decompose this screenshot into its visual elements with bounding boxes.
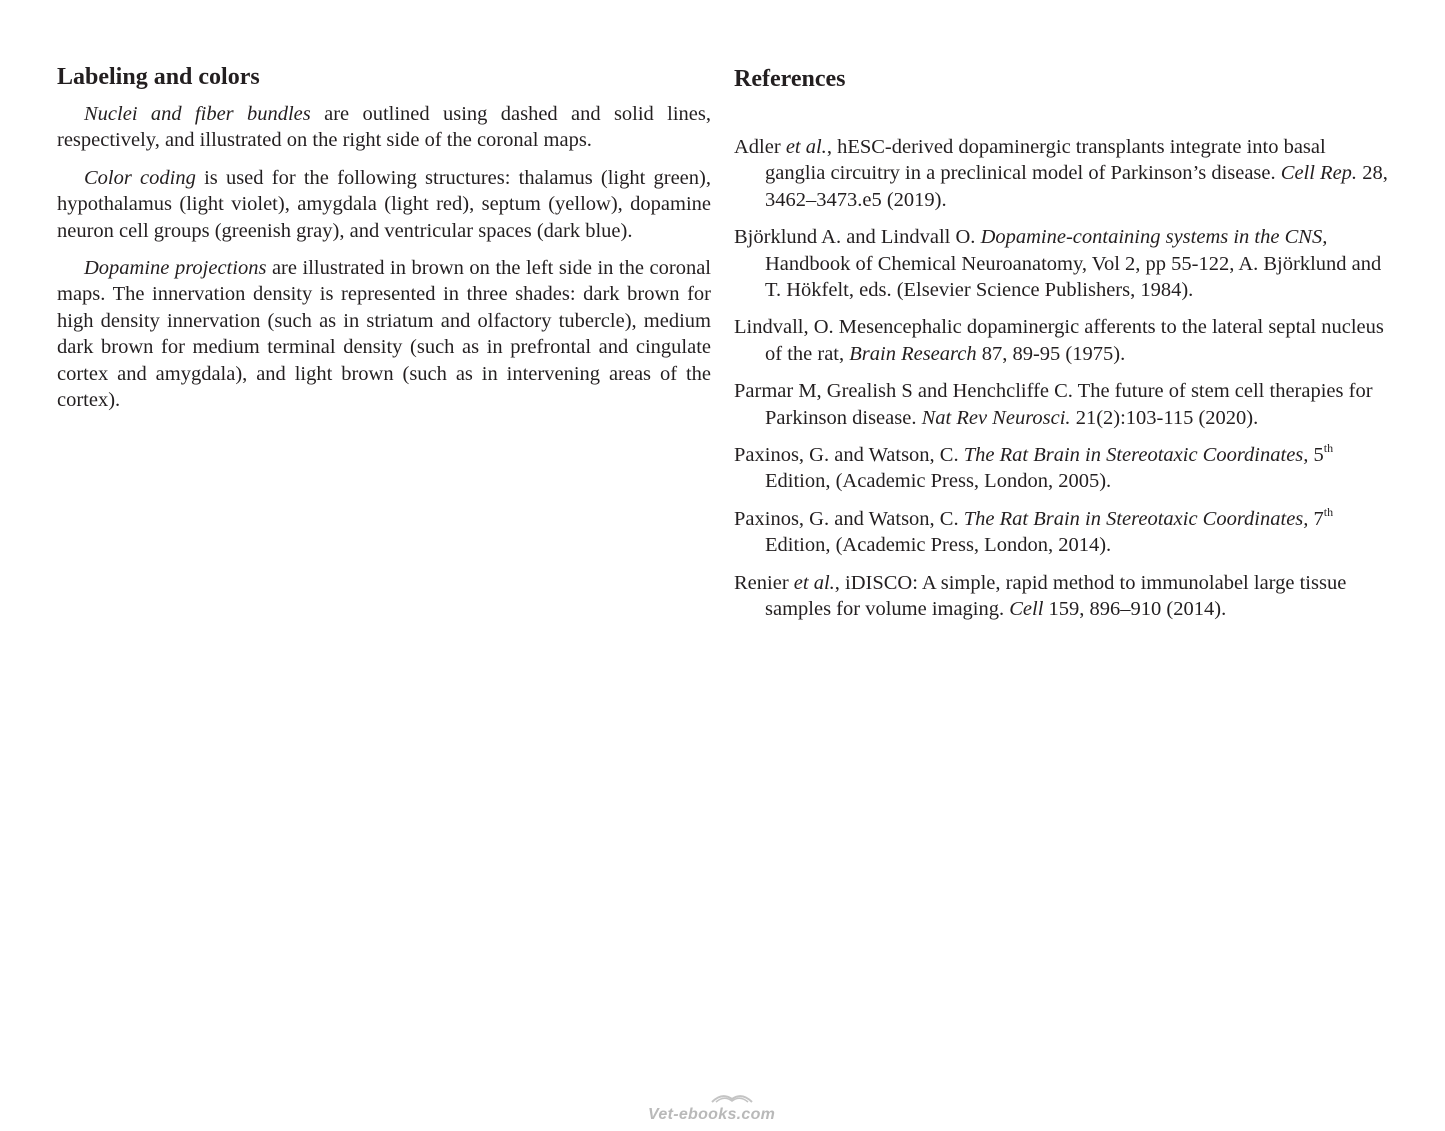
left-column xyxy=(57,62,711,424)
reference-item xyxy=(734,378,1390,431)
paragraph-dopamine xyxy=(57,255,711,413)
ref-text: Björklund A. and Lindvall O. xyxy=(734,226,981,249)
ref-text: , hESC-derived dopaminergic transplants integrate into basal ganglia circuitry in a preclinical model of Parkinson’s disease. xyxy=(765,136,1326,185)
ref-text: Edition, (Academic Press, London, 2005). xyxy=(765,470,1112,493)
paragraph-color-coding xyxy=(57,165,711,244)
ref-text: Edition, (Academic Press, London, 2014). xyxy=(765,534,1112,557)
ref-text: 7 xyxy=(1308,507,1324,530)
ref-text: 87, 89-95 (1975). xyxy=(976,342,1126,365)
reference-item xyxy=(734,134,1390,213)
reference-item xyxy=(734,442,1390,495)
books-icon xyxy=(710,1090,754,1104)
watermark-text: Vet-ebooks.com xyxy=(648,1106,776,1123)
paragraph-nuclei xyxy=(57,101,711,154)
ref-text: 21(2):103-115 (2020). xyxy=(1070,406,1259,429)
reference-item xyxy=(734,570,1390,623)
emphasis: Nuclei and fiber bundles xyxy=(84,103,311,125)
ref-superscript: th xyxy=(1323,504,1334,519)
ref-text: Handbook of Chemical Neuroanatomy, Vol 2, pp 55-122, A. Björklund and T. Hökfelt, eds. (Elsevier Science Publishers, 1984). xyxy=(765,252,1382,302)
ref-title: Dopamine-containing systems in the CNS, xyxy=(980,226,1328,249)
ref-text: 28, 3462–3473.e5 (2019). xyxy=(765,162,1388,211)
ref-text: Renier xyxy=(734,571,794,594)
emphasis: Dopamine projections xyxy=(84,257,267,280)
paragraph-text: is used for the following structures: thalamus (light green), hypothalamus (light violet), amygdala (light red), septum (yellow), dopamine neuron cell groups (greenish gray), and ventricular spaces (dark blue). xyxy=(57,166,711,242)
paragraph-text: are illustrated in brown on the left side in the coronal maps. The innervation density is represented in three shades: dark brown for high density innervation (such as in striatum and olfactory tubercle), medium dark brown for medium terminal density (such as in prefrontal and cingulate cortex and amygdala), and light brown (such as in intervening areas of the cortex). xyxy=(57,257,711,412)
paragraph-text: are outlined using dashed and solid lines, respectively, and illustrated on the right side of the coronal maps. xyxy=(57,103,711,152)
ref-journal: Nat Rev Neurosci. xyxy=(921,406,1071,429)
ref-text: Paxinos, G. and Watson, C. xyxy=(734,444,964,467)
ref-journal: Cell xyxy=(1009,598,1044,621)
ref-text: Paxinos, G. and Watson, C. xyxy=(734,507,964,530)
ref-emphasis: et al. xyxy=(793,571,835,594)
ref-journal: Brain Research xyxy=(849,342,977,365)
ref-text: 5 xyxy=(1308,444,1324,467)
reference-item xyxy=(734,224,1390,303)
ref-emphasis: et al. xyxy=(785,136,827,158)
ref-title: The Rat Brain in Stereotaxic Coordinates, xyxy=(963,507,1309,530)
section-heading-labeling: Labeling and colors xyxy=(57,64,260,90)
ref-superscript: th xyxy=(1323,441,1334,456)
ref-text: 159, 896–910 (2014). xyxy=(1043,598,1227,621)
ref-text: Parmar M, Grealish S and Henchcliffe C. The future of stem cell therapies for Parkinson disease. xyxy=(734,380,1373,429)
section-heading-references: References xyxy=(734,66,846,92)
right-column xyxy=(734,62,1390,634)
ref-text: , iDISCO: A simple, rapid method to immunolabel large tissue samples for volume imaging. xyxy=(765,571,1347,621)
ref-text: Lindvall, O. Mesencephalic dopaminergic afferents to the lateral septal nucleus of the rat, xyxy=(734,316,1384,365)
reference-item xyxy=(734,506,1390,559)
reference-item xyxy=(734,314,1390,367)
watermark xyxy=(648,1090,798,1124)
ref-title: The Rat Brain in Stereotaxic Coordinates, xyxy=(963,444,1309,467)
ref-journal: Cell Rep. xyxy=(1280,162,1358,185)
emphasis: Color coding xyxy=(84,166,196,189)
ref-text: Adler xyxy=(734,136,786,158)
